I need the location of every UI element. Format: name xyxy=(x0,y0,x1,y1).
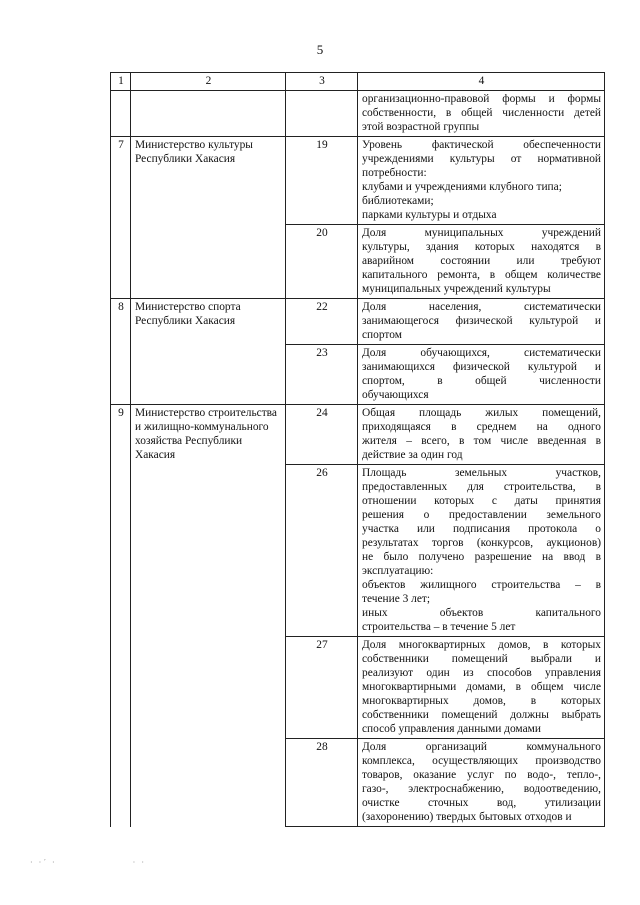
description-line: Доля населения, систематически xyxy=(362,301,601,313)
description-line: этой возрастной группы xyxy=(362,121,480,133)
table-row xyxy=(111,405,605,465)
indicator-code: 26 xyxy=(286,465,358,637)
indicator-description xyxy=(358,405,605,465)
description-line: обучающихся xyxy=(362,389,429,401)
header-col-3: 3 xyxy=(286,73,358,91)
indicator-code: 27 xyxy=(286,637,358,739)
indicator-code: 24 xyxy=(286,405,358,465)
description-line: отношении которых с даты принятия xyxy=(362,495,601,507)
description-line: реализуют один из способов управления xyxy=(362,667,601,679)
row-number: 8 xyxy=(111,299,131,405)
description-line: занимающегося физической культурой и xyxy=(362,315,601,327)
table-row xyxy=(111,299,605,345)
row-number: 7 xyxy=(111,137,131,299)
description-line: Доля многоквартирных домов, в которых xyxy=(362,639,601,651)
indicator-description xyxy=(358,739,605,827)
description-line: собственники помещений выбрали и xyxy=(362,653,601,665)
description-line: (захоронению) твердых бытовых отходов и xyxy=(362,811,572,823)
description-line: комплекса, осуществляющих производство xyxy=(362,755,601,767)
description-line: спортом, в общей численности xyxy=(362,375,601,387)
description-line: собственности, в общей численности детей xyxy=(362,107,601,119)
description-line: объектов жилищного строительства – в xyxy=(362,579,601,591)
description-line: аварийном состоянии или требуют xyxy=(362,255,601,267)
organization-name: Министерство строительства и жилищно-коммунального хозяйства Республики Хакасия xyxy=(131,405,286,827)
description-line: муниципальных учреждений культуры xyxy=(362,283,551,295)
description-line: не было получено разрешение на ввод в xyxy=(362,551,601,563)
indicator-description xyxy=(358,465,605,637)
organization-name: Министерство спорта Республики Хакасия xyxy=(131,299,286,405)
description-line: учреждениями культуры от нормативной xyxy=(362,153,601,165)
indicator-code: 19 xyxy=(286,137,358,225)
description-line: Общая площадь жилых помещений, xyxy=(362,407,601,419)
indicator-description xyxy=(358,345,605,405)
description-line: культуры, здания которых находятся в xyxy=(362,241,601,253)
description-line: Доля муниципальных учреждений xyxy=(362,227,601,239)
description-line: участка или подписания протокола о xyxy=(362,523,601,535)
description-line: капитального ремонта, в общем количестве xyxy=(362,269,601,281)
description-line: многоквартирными домами, в общем числе xyxy=(362,681,601,693)
description-line: спортом xyxy=(362,329,402,341)
indicators-table xyxy=(110,72,605,827)
description-line: иных объектов капитального xyxy=(362,607,601,619)
description-line: товаров, оказание услуг по водо-, тепло-, xyxy=(362,769,601,781)
organization-name: Министерство культуры Республики Хакасия xyxy=(131,137,286,299)
description-line: собственники помещений должны выбрать xyxy=(362,709,601,721)
description-line: очистке сточных вод, утилизации xyxy=(362,797,601,809)
description-line: Уровень фактической обеспеченности xyxy=(362,139,601,151)
description-line: предоставленных для строительства, в xyxy=(362,481,601,493)
indicator-description xyxy=(358,137,605,225)
indicator-description xyxy=(358,299,605,345)
header-col-1: 1 xyxy=(111,73,131,91)
description-line: приходящаяся в среднем на одного xyxy=(362,421,601,433)
description-line: действие за один год xyxy=(362,449,463,461)
table-row xyxy=(111,137,605,225)
description-line: многоквартирных домов, в которых xyxy=(362,695,601,707)
indicator-code: 23 xyxy=(286,345,358,405)
description-line: потребности: xyxy=(362,167,427,179)
description-line: способ управления данными домами xyxy=(362,723,541,735)
indicator-code: 20 xyxy=(286,225,358,299)
description-line: строительства – в течение 5 лет xyxy=(362,621,516,633)
description-line: организационно-правовой формы и формы xyxy=(362,93,601,105)
description-line: газо-, электроснабжению, водоотведению, xyxy=(362,783,601,795)
description-line: Доля обучающихся, систематически xyxy=(362,347,601,359)
description-line: занимающихся физической культурой и xyxy=(362,361,601,373)
description-line: результатах торгов (конкурсов, аукционов) xyxy=(362,537,601,549)
page-number: 5 xyxy=(316,42,324,57)
organization-name xyxy=(131,91,286,137)
indicator-description xyxy=(358,637,605,739)
header-col-4: 4 xyxy=(358,73,605,91)
indicator-code: 22 xyxy=(286,299,358,345)
row-number xyxy=(111,91,131,137)
description-line: парками культуры и отдыха xyxy=(362,209,497,221)
description-line: течение 3 лет; xyxy=(362,593,431,605)
indicator-code xyxy=(286,91,358,137)
description-line: библиотеками; xyxy=(362,195,434,207)
table-body xyxy=(111,91,605,827)
description-line: Доля организаций коммунального xyxy=(362,741,601,753)
header-col-2: 2 xyxy=(131,73,286,91)
scan-specks: · ·´ · · · xyxy=(30,858,146,867)
description-line: жителя – всего, в том числе введенная в xyxy=(362,435,601,447)
table-row xyxy=(111,91,605,137)
description-line: решения о предоставлении земельного xyxy=(362,509,601,521)
description-line: эксплуатацию: xyxy=(362,565,434,577)
description-line: клубами и учреждениями клубного типа; xyxy=(362,181,562,193)
indicator-description xyxy=(358,225,605,299)
header-row xyxy=(111,73,605,91)
indicator-description xyxy=(358,91,605,137)
row-number: 9 xyxy=(111,405,131,827)
indicator-code: 28 xyxy=(286,739,358,827)
description-line: Площадь земельных участков, xyxy=(362,467,601,479)
